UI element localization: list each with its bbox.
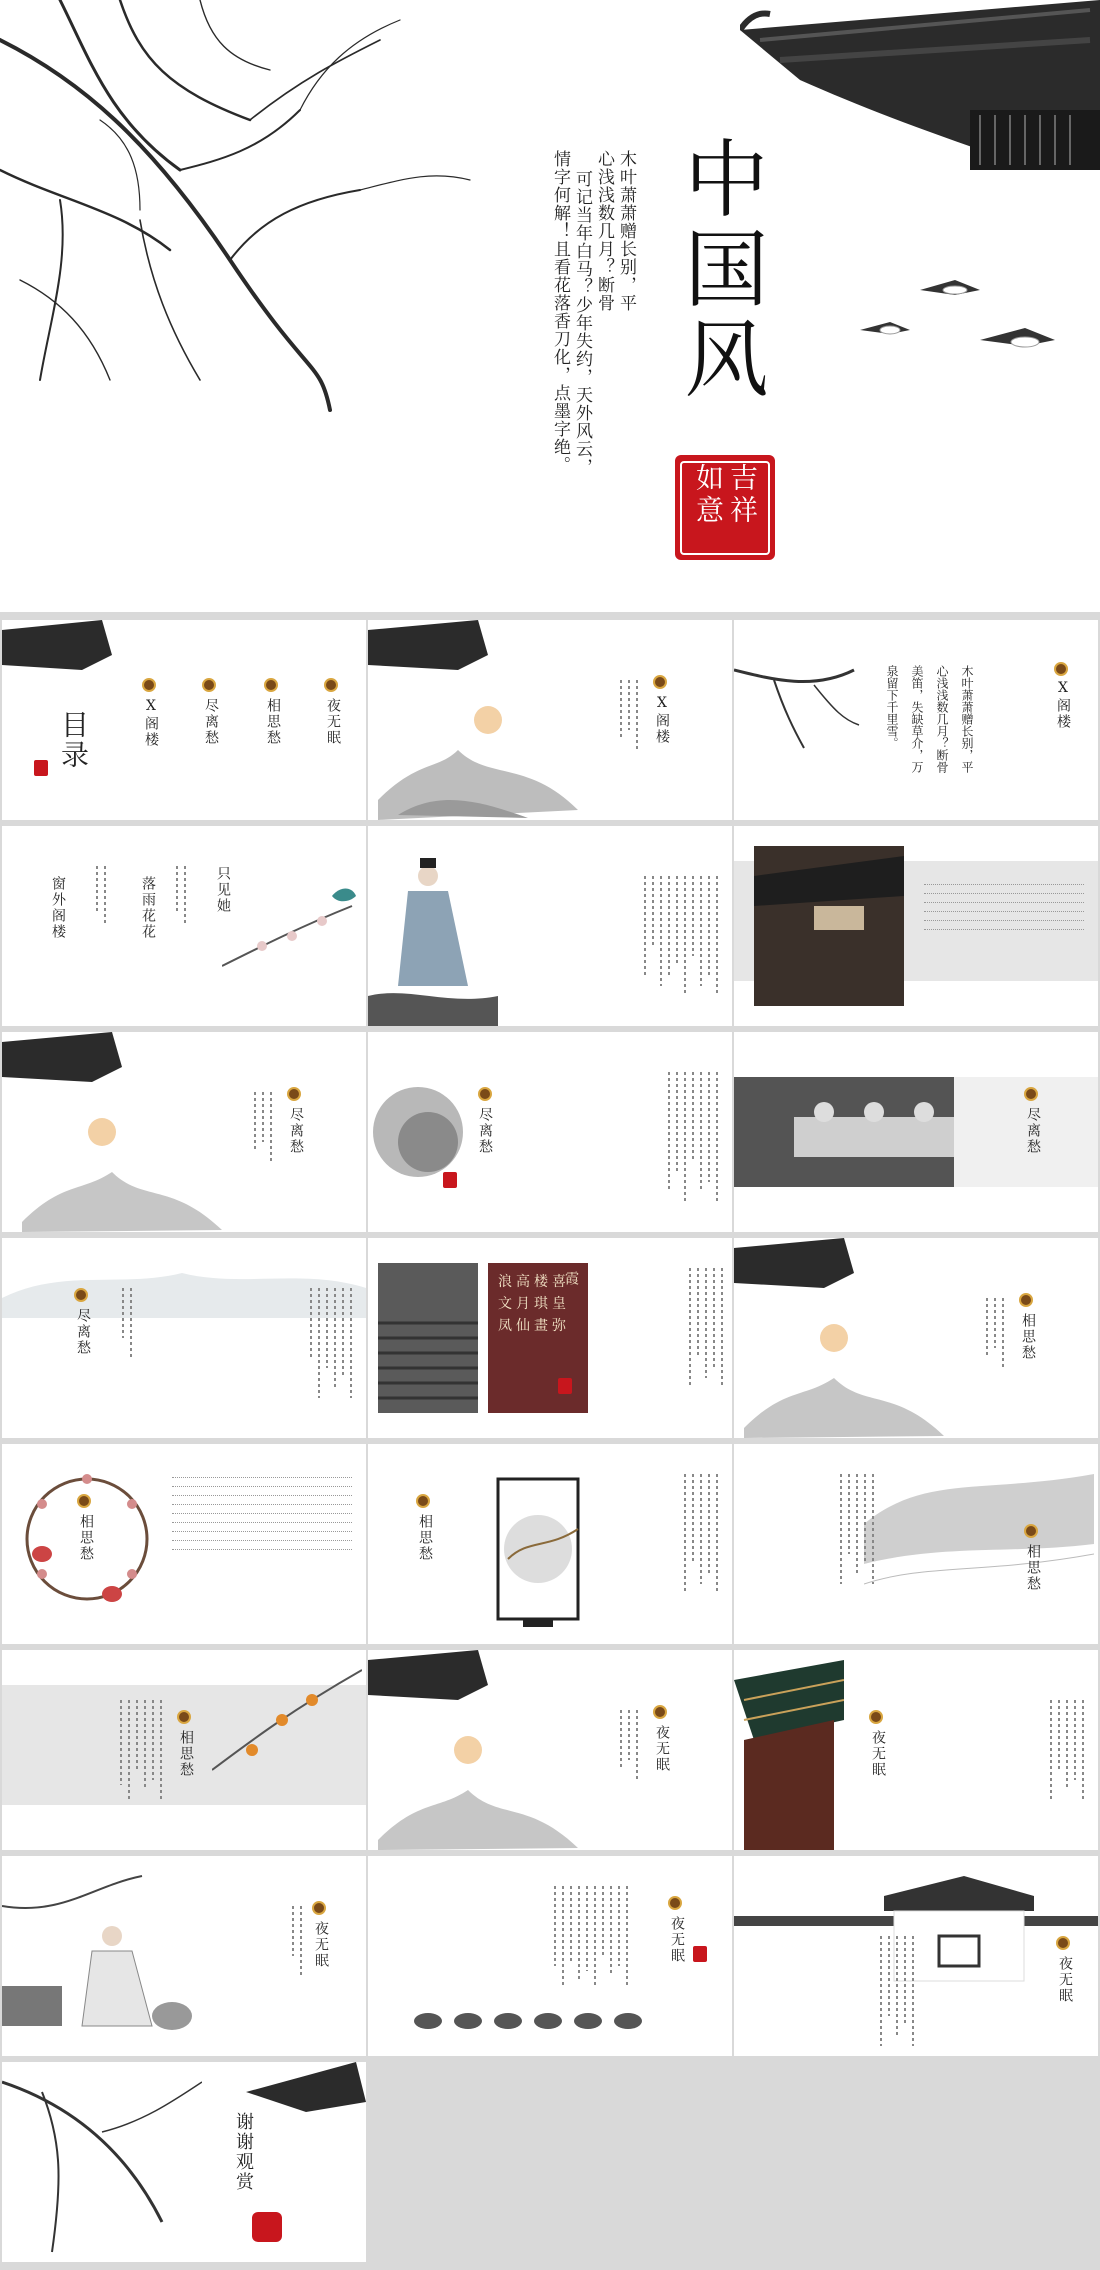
roof-illustration (2, 620, 112, 680)
slide-title: 夜无眠 (313, 1921, 329, 1969)
flower-bird-illustration (222, 876, 362, 986)
text-block (608, 1710, 638, 1780)
crane-birds-illustration (850, 270, 1070, 390)
slide-title: 相思愁 (417, 1514, 433, 1562)
item-badge-icon (142, 678, 156, 692)
text-block (754, 1474, 874, 1584)
item-badge-icon (77, 1494, 91, 1508)
slide-thumb-16[interactable] (2, 1650, 366, 1850)
seal-stamp (252, 2212, 282, 2242)
slide-thumb-17[interactable] (368, 1650, 732, 1850)
slide-title: X阁楼 (1055, 680, 1071, 730)
menu-item-2[interactable]: 尽离愁 (203, 698, 219, 746)
text-block (608, 680, 638, 750)
cover-slide[interactable] (0, 0, 1100, 612)
item-badge-icon (312, 1901, 326, 1915)
text-block (754, 1936, 914, 2046)
roof-illustration (368, 1650, 488, 1705)
item-badge-icon (416, 1494, 430, 1508)
item-badge-icon (324, 678, 338, 692)
text-block (272, 1906, 302, 1976)
calligraphy-char: 凤 (498, 1318, 512, 1334)
slide-thumb-1[interactable] (2, 620, 366, 820)
branch-illustration (0, 0, 520, 420)
poem-line-3: 美笛，失缺草介，万 (910, 665, 924, 773)
cover-poem-line-3: 可记当年白马？少年失约，天外风云， (572, 170, 592, 476)
calligraphy-char: 琪 (534, 1296, 548, 1312)
calligraphy-char: 喜 (552, 1274, 566, 1290)
slide-thumb-19[interactable] (2, 1856, 366, 2056)
cover-poem-line-2: 心浅浅数几月？断骨 (594, 150, 614, 312)
mini-seal (34, 760, 48, 776)
text-block (82, 866, 106, 926)
roof-illustration (2, 1032, 122, 1087)
text-block (242, 1092, 272, 1162)
mini-seal (558, 1378, 572, 1394)
slide-thumb-7[interactable] (2, 1032, 366, 1232)
poem-line-4: 泉留下千里雪。 (885, 665, 899, 749)
poem-line-1: 木叶萧萧赠长别，平 (960, 665, 974, 773)
poem-line-2: 心浅浅数几月？断骨 (935, 665, 949, 773)
mini-seal (443, 1172, 457, 1188)
slide-title: 相思愁 (178, 1730, 194, 1778)
item-badge-icon (1024, 1087, 1038, 1101)
item-badge-icon (1019, 1293, 1033, 1307)
slide-thumb-22[interactable] (2, 2062, 366, 2262)
item-badge-icon (74, 1288, 88, 1302)
slide-thumb-11[interactable] (368, 1238, 732, 1438)
branch-illustration (734, 630, 864, 750)
slide-thumb-2[interactable] (368, 620, 732, 820)
thank-you-title: 谢谢观赏 (233, 2112, 254, 2192)
slide-thumb-21[interactable] (734, 1856, 1098, 2056)
mountain-ink-illustration (378, 700, 578, 820)
slide-title: 尽离愁 (477, 1107, 493, 1155)
slide-thumb-3[interactable] (734, 620, 1098, 820)
slide-title: 相思愁 (1025, 1544, 1041, 1592)
slide-title: 相思愁 (78, 1514, 94, 1562)
calligraphy-char: 文 (498, 1296, 512, 1312)
item-badge-icon (653, 1705, 667, 1719)
slide-title: 相思愁 (1020, 1313, 1036, 1361)
cover-title: 中国风 (671, 135, 769, 405)
text-block (152, 1288, 352, 1398)
item-badge-icon (869, 1710, 883, 1724)
branch-illustration (2, 2062, 202, 2262)
seal-stamp (675, 455, 775, 560)
item-badge-icon (1054, 662, 1068, 676)
text-block (598, 1474, 718, 1594)
slide-title: 尽离愁 (75, 1308, 91, 1356)
ink-landscape-illustration (864, 1464, 1094, 1604)
gate-photo (754, 846, 904, 1006)
slide-title: X阁楼 (654, 695, 670, 745)
tile-roof-photo (378, 1263, 478, 1413)
slide-thumb-13[interactable] (2, 1444, 366, 1644)
elder-figure-illustration (2, 1866, 202, 2046)
mountain-ink-illustration (22, 1112, 222, 1232)
item-badge-icon (264, 678, 278, 692)
text-block (974, 1298, 1004, 1368)
item-badge-icon (177, 1710, 191, 1724)
roof-illustration (368, 620, 488, 675)
text-block (162, 866, 186, 926)
text-block (102, 1288, 132, 1358)
slide-title: 目录 (57, 710, 90, 770)
text-block (388, 1886, 628, 1986)
slide-title: 尽离愁 (1025, 1107, 1041, 1155)
slide-thumb-5[interactable] (368, 826, 732, 1026)
persimmon-branch-illustration (212, 1650, 362, 1790)
text-block (904, 1700, 1084, 1800)
calligraphy-char: 皇 (552, 1296, 566, 1312)
slide-thumb-4[interactable] (2, 826, 366, 1026)
section-item-3: 只见她 (215, 866, 231, 914)
horses-ink-illustration (408, 1996, 658, 2036)
slide-thumb-20[interactable] (368, 1856, 732, 2056)
slide-thumb-14[interactable] (368, 1444, 732, 1644)
balustrade-photo (734, 1077, 954, 1187)
calligraphy-char: 月 (516, 1296, 530, 1312)
seal-text: 吉祥如意 (692, 462, 759, 527)
ink-splash-illustration (368, 1072, 488, 1192)
menu-item-4[interactable]: 夜无眠 (325, 698, 341, 746)
slide-thumb-10[interactable] (2, 1238, 366, 1438)
moon-frame-ornament (488, 1469, 588, 1629)
slide-thumb-12[interactable] (734, 1238, 1098, 1438)
calligraphy-col-1: 霞 (563, 1271, 579, 1285)
item-badge-icon (653, 675, 667, 689)
slide-title: 夜无眠 (654, 1725, 670, 1773)
text-block (603, 1268, 723, 1388)
slide-thumb-8[interactable] (368, 1032, 732, 1232)
slide-title: 夜无眠 (1057, 1956, 1073, 2004)
calligraphy-char: 仙 (516, 1318, 530, 1334)
mini-seal (693, 1946, 707, 1962)
pavilion-roof-illustration (740, 0, 1100, 200)
item-badge-icon (1056, 1936, 1070, 1950)
calligraphy-panel (488, 1263, 588, 1413)
calligraphy-char: 畫 (534, 1318, 548, 1334)
slide-title: 夜无眠 (870, 1730, 886, 1778)
slide-title: 尽离愁 (288, 1107, 304, 1155)
slide-thumb-6[interactable] (734, 826, 1098, 1026)
item-badge-icon (1024, 1524, 1038, 1538)
menu-item-1[interactable]: X阁楼 (143, 698, 159, 748)
slide-thumb-9[interactable] (734, 1032, 1098, 1232)
section-item-1: 窗外阁楼 (50, 876, 66, 940)
paragraph-placeholder (924, 876, 1084, 938)
slide-title: 夜无眠 (669, 1916, 685, 1964)
text-block (528, 1072, 718, 1202)
text-block (22, 1700, 162, 1800)
item-badge-icon (668, 1896, 682, 1910)
paragraph-placeholder (172, 1469, 352, 1558)
cover-poem-line-1: 木叶萧萧赠长别，平 (616, 150, 636, 312)
slide-thumb-15[interactable] (734, 1444, 1098, 1644)
item-badge-icon (478, 1087, 492, 1101)
roof-illustration (734, 1238, 854, 1293)
menu-item-3[interactable]: 相思愁 (265, 698, 281, 746)
section-item-2: 落雨花花 (140, 876, 156, 940)
mountain-ink-illustration (744, 1318, 944, 1438)
painted-eave-illustration (734, 1660, 844, 1850)
scholar-figure-illustration (368, 846, 498, 1026)
text-block (518, 876, 718, 996)
roof-illustration (246, 2062, 366, 2117)
calligraphy-char: 楼 (534, 1274, 548, 1290)
item-badge-icon (287, 1087, 301, 1101)
slide-thumb-18[interactable] (734, 1650, 1098, 1850)
item-badge-icon (202, 678, 216, 692)
mountain-ink-illustration (378, 1730, 578, 1850)
calligraphy-char: 高 (516, 1274, 530, 1290)
calligraphy-char: 浪 (498, 1274, 512, 1290)
calligraphy-char: 弥 (552, 1318, 566, 1334)
cover-poem-line-4: 情字何解！且看花落香刀化，点墨字绝。 (550, 150, 570, 474)
